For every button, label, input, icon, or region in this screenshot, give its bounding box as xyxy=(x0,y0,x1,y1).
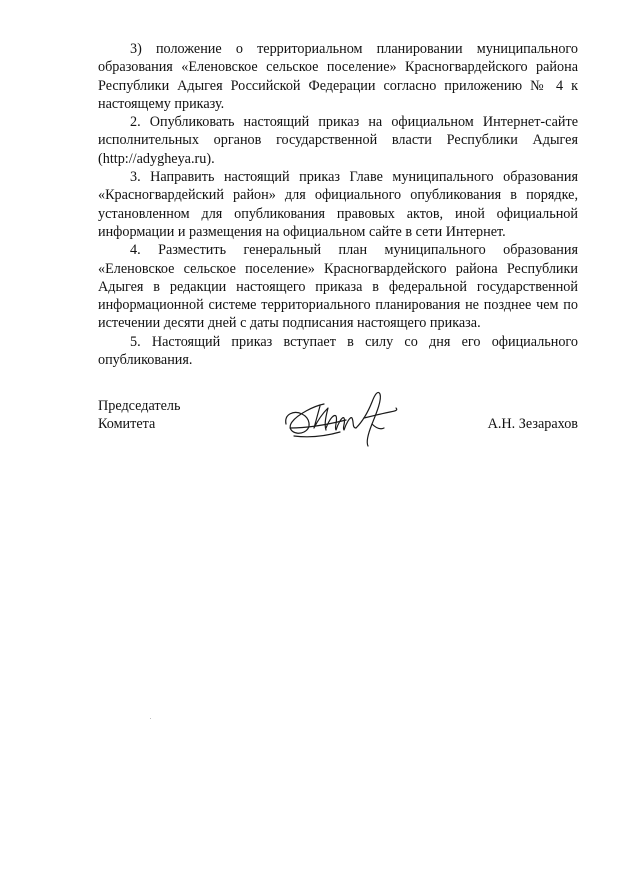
signatory-name: А.Н. Зезарахов xyxy=(487,416,578,432)
paragraph-entry-into-force: 5. Настоящий приказ вступает в силу со дня его официального опубликования. xyxy=(98,333,578,369)
scan-speck xyxy=(150,718,151,719)
handwritten-signature-icon xyxy=(280,384,404,452)
paragraph-send-to-head: 3. Направить настоящий приказ Главе муниципального образования «Красногвардейский район» для официального опубликования в порядке, установленном для опубликования правовых актов, иной официальной информации и размещения на официальном сайте в сети Интернет. xyxy=(98,169,578,240)
position-line-committee: Комитета xyxy=(98,416,156,433)
signature-block xyxy=(98,397,578,467)
paragraph-publish-website: 2. Опубликовать настоящий приказ на официальном Интернет-сайте исполнительных органов государственной власти Республики Адыгея (http://adygheya.ru). xyxy=(98,114,578,167)
document-body xyxy=(98,40,578,369)
signatory-position xyxy=(98,397,180,434)
position-line-chairman: Председатель xyxy=(98,398,181,414)
paragraph-place-general-plan: 4. Разместить генеральный план муниципального образования «Еленовское сельское поселение» Красногвардейского района Республики Адыгея в редакции настоящего приказа в федеральной государственной информационной системе территориального планирования не позднее чем по истечении десяти дней с даты подписания настоящего приказа. xyxy=(98,242,578,332)
paragraph-item-3-regulation: 3) положение о территориальном планировании муниципального образования «Еленовское сельское поселение» Красногвардейского района Республики Адыгея Российской Федерации согласно приложению № 4 к настоящему приказу. xyxy=(98,41,578,112)
